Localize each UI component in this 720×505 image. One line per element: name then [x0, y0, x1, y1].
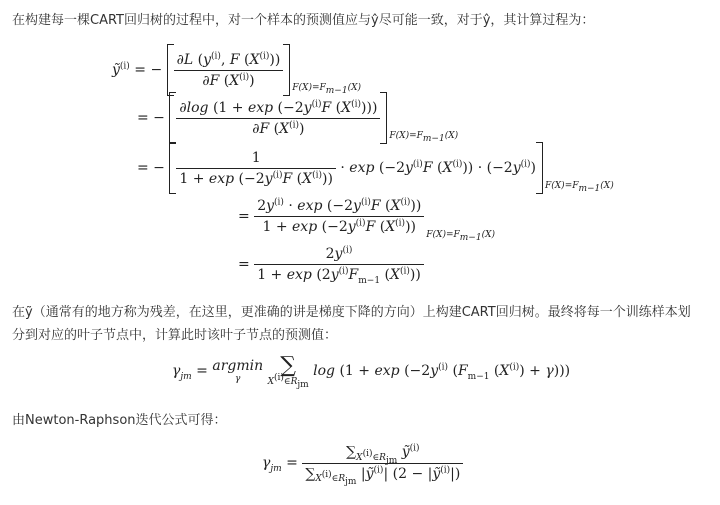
derivation-line-1: ỹ$^{(i)}$ = − $\frac{\partial L (y^{(i)}, F (X^{(i)}))}{\partial F (X^{(i)})}$ $_{F(X)=F_{m-1}(X)}$: [112, 44, 361, 96]
derivation-line-3: = − $\frac{1}{1 + \exp (-2y^{(i)}F (X^{(i)}))}$ · $\exp (-2y^{(i)}F$ $(X^{(i)})) \cdot (-2y^{(i)})_{F(X)=F_{m-1}(X)}$: [137, 142, 614, 194]
residual-paragraph: [12, 301, 712, 347]
residual-paragraph-line-1: 在ỹ（通常有的地方称为残差，在这里，更准确的讲是梯度下降的方向）上构建CART回归树。最终将每一个训练样本划: [12, 305, 691, 320]
newton-equation: $\gamma_{jm}$ = $\frac{\sum_{X^{(i)}\in R_{jm}} ỹ^{(i)}}{\sum_{X^{(i)}\in R_{jm}} |ỹ^{(i)}| (2 - |ỹ^{(i)}|)}$: [262, 444, 463, 482]
residual-paragraph-line-2: 分到对应的叶子节点中，计算此时该叶子节点的预测值：: [12, 328, 338, 343]
newton-raphson-text: 由Newton-Raphson迭代公式可得：: [12, 413, 227, 428]
derivation-line-5: = $\frac{2y^{(i)}}{1 + \exp (2y^{(i)}F_{m-1} (X^{(i)}))}$: [238, 246, 424, 283]
derivation-line-2: = − $\frac{\partial\log (1 + \exp (-2y^{(i)}F (X^{(i)})))}{\partial F (X^{(i)})}$ $_{F(X)=F_{m-1}(X)}$: [137, 92, 458, 144]
derivation-line-4: = $\frac{2y^{(i)} \cdot \exp (-2y^{(i)}F (X^{(i)}))}{1 + \exp (-2y^{(i)}F (X^{(i)}))}$ $_{F(X)=F_{m-1}(X)}$: [238, 197, 496, 243]
gamma-argmin-equation: $\gamma_{jm}$ = argmin γ ∑ $X^{(i)}\in R_{jm}$ $\log (1 + \exp (-2y^{(i)}$ ($F_{m-1}$ $(X^{(i)}) + \gamma$))): [172, 353, 571, 390]
intro-text: 在构建每一棵CART回归树的过程中，对一个样本的预测值应与ŷ尽可能一致，对于ŷ，其计算过程为：: [12, 13, 595, 28]
